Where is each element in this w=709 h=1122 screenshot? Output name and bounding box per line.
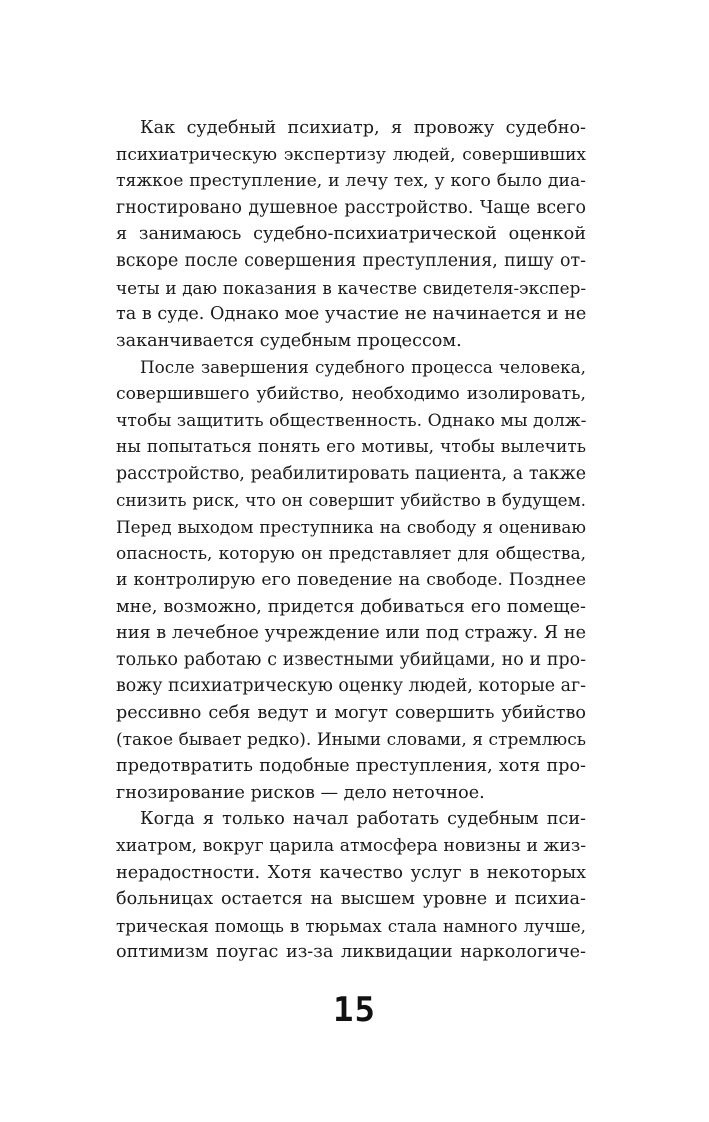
paragraph-2-line: совершившего убийство, необходимо изолировать, [116, 383, 586, 404]
paragraph-3-line: больницах остается на высшем уровне и психиа- [116, 889, 586, 910]
paragraph-1-line: вскоре после совершения преступления, пишу от- [116, 250, 586, 271]
paragraph-1-line: Как судебный психиатр, я провожу судебно- [140, 118, 586, 138]
paragraph-2-line: и контролирую его поведение на свободе. Позднее [116, 570, 586, 591]
paragraph-2-line: (такое бывает редко). Иными словами, я стремлюсь [116, 729, 586, 750]
paragraph-1-line: я занимаюсь судебно-психиатрической оценкой [116, 224, 586, 245]
paragraph-2-line: Перед выходом преступника на свободу я оцениваю [116, 516, 586, 537]
paragraph-1-line: та в суде. Однако мое участие не начинается и не [116, 304, 586, 325]
paragraph-3-line: нерадостности. Хотя качество услуг в некоторых [116, 862, 586, 883]
paragraph-1-line: четы и даю показания в качестве свидетеля-экспер- [116, 277, 586, 298]
paragraph-1-line: заканчивается судебным процессом. [116, 330, 462, 351]
paragraph-1-line: психиатрическую экспертизу людей, совершивших [116, 144, 586, 165]
paragraph-2-line: чтобы защитить общественность. Однако мы долж- [116, 410, 586, 431]
paragraph-1-line: гностировано душевное расстройство. Чаще всего [116, 197, 586, 218]
paragraph-2-line: мне, возможно, придется добиваться его помеще- [116, 596, 586, 617]
paragraph-2-line: ны попытаться понять его мотивы, чтобы вылечить [116, 437, 586, 458]
page-number: 15 [333, 990, 376, 1030]
paragraph-3-line: Когда я только начал работать судебным пси- [140, 809, 586, 830]
paragraph-3-line: хиатром, вокруг царила атмосфера новизны и жиз- [116, 836, 586, 857]
paragraph-3-line: трическая помощь в тюрьмах стала намного лучше, [116, 915, 586, 936]
paragraph-2-line: вожу психиатрическую оценку людей, которые аг- [116, 676, 586, 697]
paragraph-2-line: гнозирование рисков — дело неточное. [116, 782, 485, 803]
paragraph-2-line: После завершения судебного процесса человека, [140, 357, 586, 378]
paragraph-2-line: расстройство, реабилитировать пациента, а также [116, 463, 586, 484]
paragraph-2-line: рессивно себя ведут и могут совершить убийство [116, 703, 586, 724]
paragraph-2-line: только работаю с известными убийцами, но и про- [116, 649, 586, 670]
paragraph-3-line: оптимизм поугас из-за ликвидации наркологиче- [116, 942, 586, 963]
paragraph-1-line: тяжкое преступление, и лечу тех, у кого было диа- [116, 171, 586, 192]
paragraph-2-line: ния в лечебное учреждение или под стражу. Я не [116, 623, 586, 644]
paragraph-2-line: предотвратить подобные преступления, хотя про- [116, 756, 586, 777]
paragraph-2-line: опасность, которую он представляет для общества, [116, 543, 586, 564]
body-text [116, 115, 586, 966]
paragraph-2-line: снизить риск, что он совершит убийство в будущем. [116, 490, 586, 511]
